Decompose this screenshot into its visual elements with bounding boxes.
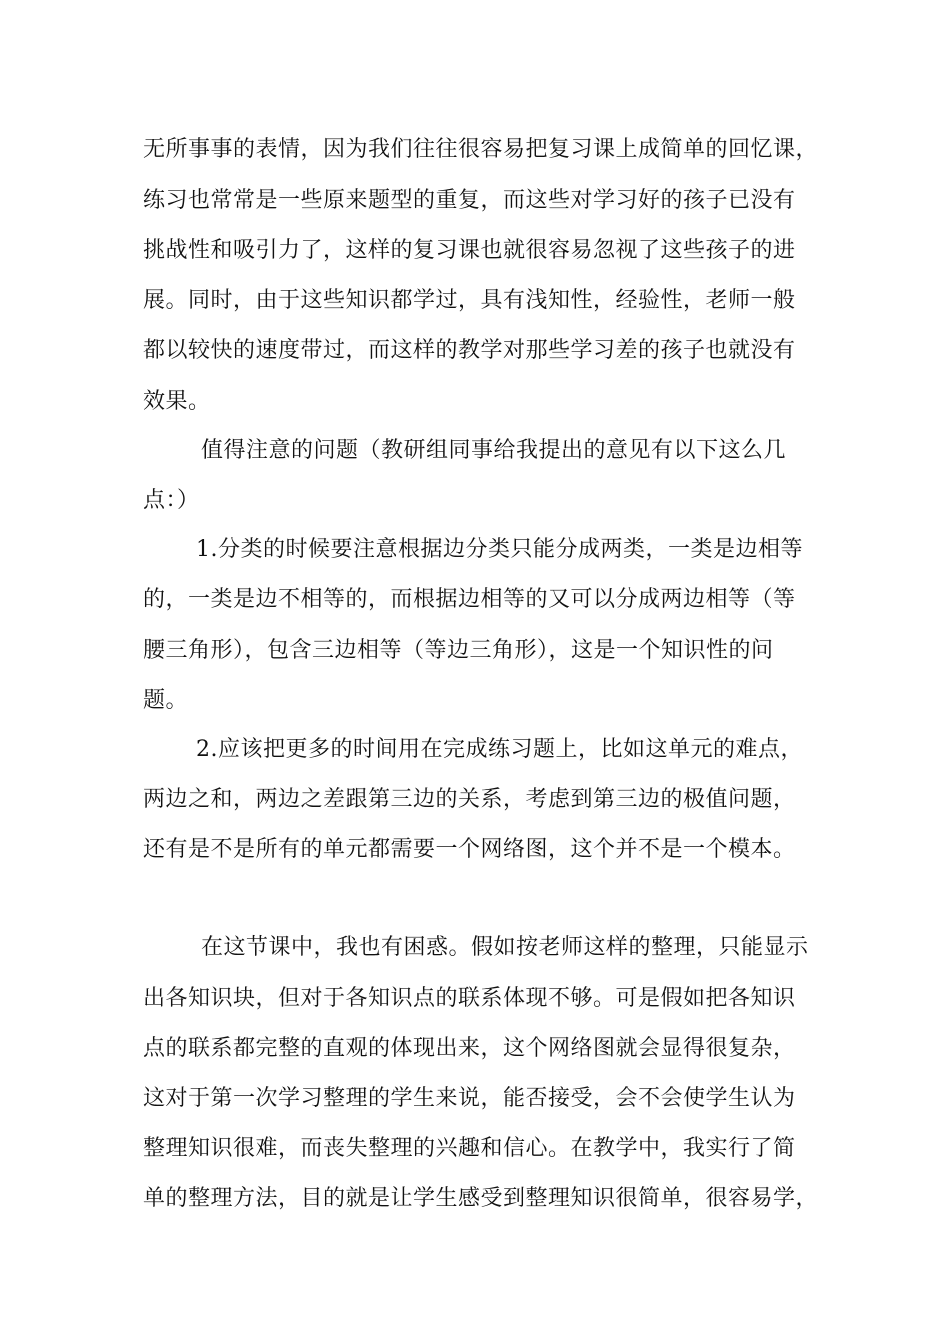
text-line: 挑战性和吸引力了，这样的复习课也就很容易忽视了这些孩子的进 [143, 238, 796, 263]
text-line: 两边之和，两边之差跟第三边的关系，考虑到第三边的极值问题， [143, 787, 796, 812]
text-line: 出各知识块，但对于各知识点的联系体现不够。可是假如把各知识 [143, 986, 796, 1011]
text-line: 1.分类的时候要注意根据边分类只能分成两类，一类是边相等 [196, 537, 803, 562]
text-line: 都以较快的速度带过，而这样的教学对那些学习差的孩子也就没有 [143, 338, 796, 363]
text-line: 单的整理方法，目的就是让学生感受到整理知识很简单，很容易学， [143, 1186, 819, 1211]
text-line: 点：） [143, 488, 200, 513]
text-line: 效果。 [143, 389, 211, 414]
text-line: 的，一类是边不相等的，而根据边相等的又可以分成两边相等（等 [143, 587, 796, 612]
text-line: 2.应该把更多的时间用在完成练习题上，比如这单元的难点， [196, 737, 803, 762]
text-line: 点的联系都完整的直观的体现出来，这个网络图就会显得很复杂， [143, 1036, 796, 1061]
text-line: 整理知识很难，而丧失整理的兴趣和信心。在教学中，我实行了简 [143, 1136, 796, 1161]
text-line: 题。 [143, 688, 189, 713]
text-line: 还有是不是所有的单元都需要一个网络图，这个并不是一个模本。 [143, 837, 796, 862]
text-line: 练习也常常是一些原来题型的重复，而这些对学习好的孩子已没有 [143, 188, 796, 213]
text-line: 展。同时，由于这些知识都学过，具有浅知性，经验性，老师一般 [143, 288, 796, 313]
text-line: 无所事事的表情，因为我们往往很容易把复习课上成简单的回忆课， [143, 137, 819, 162]
text-line: 这对于第一次学习整理的学生来说，能否接受，会不会使学生认为 [143, 1086, 796, 1111]
text-line: 腰三角形），包含三边相等（等边三角形），这是一个知识性的问 [143, 638, 774, 663]
text-line: 在这节课中，我也有困惑。假如按老师这样的整理，只能显示 [201, 935, 809, 960]
text-line: 值得注意的问题（教研组同事给我提出的意见有以下这么几 [201, 438, 787, 463]
